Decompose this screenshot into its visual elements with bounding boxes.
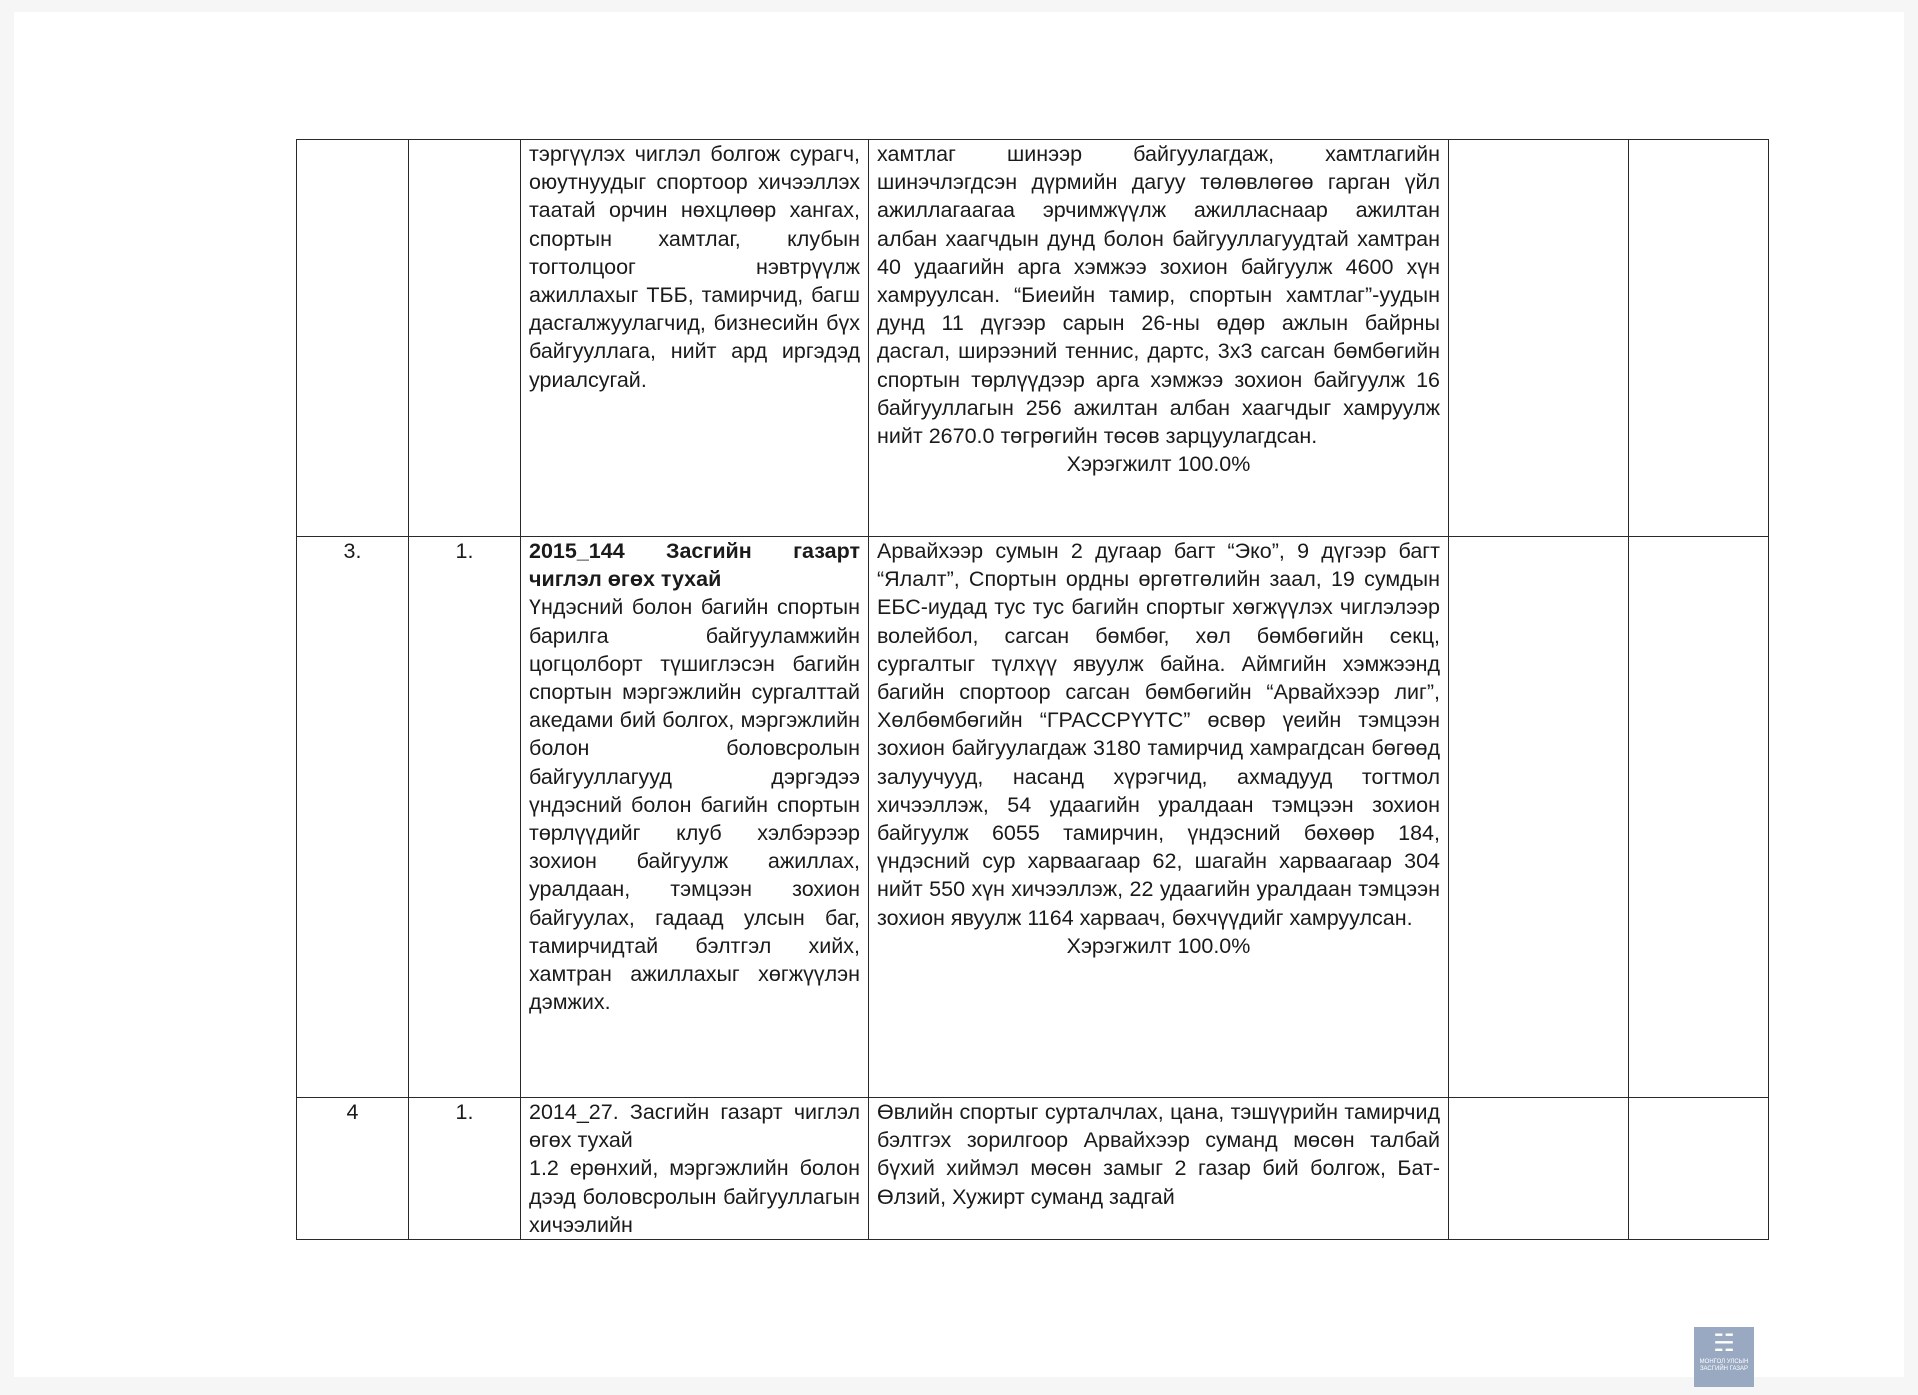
row-sub-number-cell: 1. bbox=[409, 1098, 521, 1240]
government-logo bbox=[1694, 1327, 1754, 1387]
resolution-heading: 2015_144 Засгийн газарт чиглэл өгөх тухай bbox=[529, 539, 860, 592]
soyombo-icon: ☵ bbox=[1713, 1330, 1735, 1357]
empty-cell bbox=[1629, 140, 1769, 537]
resolution-heading: 2014_27. Засгийн газарт чиглэл өгөх тухай bbox=[529, 1100, 860, 1153]
implementation-result: Хэрэгжилт 100.0% bbox=[1066, 933, 1251, 958]
empty-cell bbox=[1449, 1098, 1629, 1240]
row-number-cell: 3. bbox=[297, 537, 409, 1098]
document-page bbox=[14, 12, 1904, 1377]
row-number-cell bbox=[297, 140, 409, 537]
logo-caption: МОНГОЛ УЛСЫН ЗАСГИЙН ГАЗАР bbox=[1699, 1359, 1749, 1372]
direction-cell bbox=[521, 537, 869, 1098]
direction-text: 1.2 ерөнхий, мэргэжлийн болон дээд боловсролын байгууллагын хичээлийн bbox=[529, 1156, 860, 1237]
table-row bbox=[297, 140, 1769, 537]
implementation-result: Хэрэгжилт 100.0% bbox=[1066, 452, 1251, 477]
direction-text: тэргүүлэх чиглэл болгож сурагч, оюутнуудыг спортоор хичээллэх таатай орчин нөхцлөөр хангах, спортын хамтлаг, клубын тогтолцоог нэвтрүүлж ажиллахыг ТББ, тамирчид, багш дасгалжуулагчид, бизнесийн бүх байгууллага, нийт ард иргэдэд уриалсугай. bbox=[529, 142, 860, 392]
empty-cell bbox=[1629, 537, 1769, 1098]
empty-cell bbox=[1449, 140, 1629, 537]
action-cell bbox=[869, 537, 1449, 1098]
empty-cell bbox=[1449, 537, 1629, 1098]
action-cell bbox=[869, 1098, 1449, 1240]
table-row bbox=[297, 537, 1769, 1098]
direction-cell bbox=[521, 140, 869, 537]
direction-text: Үндэсний болон багийн спортын барилга байгууламжийн цогцолборт түшиглэсэн багийн спортын мэргэжлийн сургалттай акедами бий болгох, мэргэжлийн болон боловсролын байгууллагууд дэргэдээ үндэсний болон багийн спортын төрлүүдийг клуб хэлбэрээр зохион байгуулж ажиллах, уралдаан, тэмцээн зохион байгуулах, гадаад улсын баг, тамирчидтай бэлтгэл хийх, хамтран ажиллахыг хөгжүүлэн дэмжих. bbox=[529, 595, 860, 1015]
direction-cell bbox=[521, 1098, 869, 1240]
action-cell bbox=[869, 140, 1449, 537]
report-table bbox=[296, 139, 1769, 1240]
empty-cell bbox=[1629, 1098, 1769, 1240]
action-text: Арвайхээр сумын 2 дугаар багт “Эко”, 9 дүгээр багт “Ялалт”, Спортын ордны өргөтгөлийн заал, 19 сумдын ЕБС-иудад тус тус багийн спортыг хөгжүүлэх чиглэлээр волейбол, сагсан бөмбөг, хөл бөмбөгийн секц, сургалтыг түлхүү явуулж байна. Аймгийн хэмжээнд багийн спортоор сагсан бөмбөгийн “Арвайхээр лиг”, Хөлбөмбөгийн “ГРАССРҮҮТС” өсвөр үеийн тэмцээн зохион байгуулагдаж 3180 тамирчид хамрагдсан бөгөөд залуучууд, насанд хүрэгчид, ахмадууд тогтмол хичээллэж, 54 удаагийн уралдаан тэмцээн зохион байгуулж 6055 тамирчин, үндэсний бөхөөр 184, үндэсний сур харваагаар 62, шагайн харваагаар 304 нийт 550 хүн хичээллэж, 22 удаагийн уралдаан тэмцээн зохион явуулж 1164 харваач, бөхчүүдийг хамруулсан. bbox=[877, 539, 1440, 930]
row-sub-number-cell bbox=[409, 140, 521, 537]
row-number-cell: 4 bbox=[297, 1098, 409, 1240]
row-sub-number-cell: 1. bbox=[409, 537, 521, 1098]
table-row bbox=[297, 1098, 1769, 1240]
action-text: Өвлийн спортыг сурталчлах, цана, тэшүүрийн тамирчид бэлтгэх зорилгоор Арвайхээр суманд мөсөн талбай бүхий хиймэл мөсөн замыг 2 газар бий болгож, Бат-Өлзий, Хужирт суманд задгай bbox=[877, 1100, 1440, 1209]
action-text: хамтлаг шинээр байгуулагдаж, хамтлагийн шинэчлэгдсэн дүрмийн дагуу төлөвлөгөө гарган үйл ажиллагаагаа эрчимжүүлж ажилласнаар ажилтан албан хаагчдын дунд болон байгууллагуудтай хамтран 40 удаагийн арга хэмжээ зохион байгуулж 4600 хүн хамруулсан. “Биеийн тамир, спортын хамтлаг”-уудын дунд 11 дүгээр сарын 26-ны өдөр ажлын байрны дасгал, ширээний теннис, дартс, 3х3 сагсан бөмбөгийн спортын төрлүүдээр арга хэмжээ зохион байгуулж 16 байгууллагын 256 ажилтан албан хаагчдыг хамруулж нийт 2670.0 төгрөгийн төсөв зарцуулагдсан. bbox=[877, 142, 1440, 449]
